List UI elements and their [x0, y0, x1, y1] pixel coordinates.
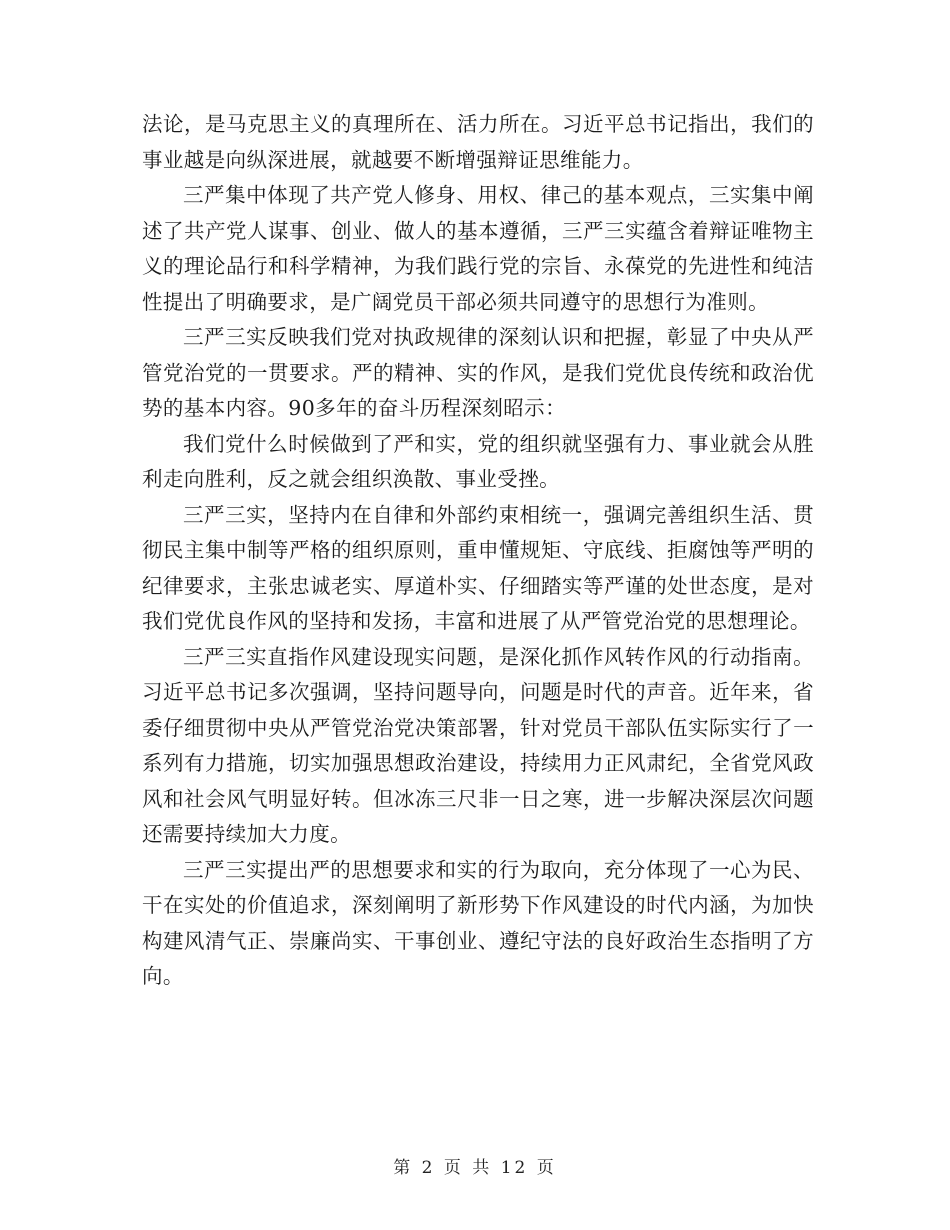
- paragraph: 我们党什么时候做到了严和实，党的组织就坚强有力、事业就会从胜利走向胜利，反之就会组织涣散、事业受挫。: [142, 431, 814, 491]
- paragraph: 三严三实，坚持内在自律和外部约束相统一，强调完善组织生活、贯彻民主集中制等严格的组织原则，重申懂规矩、守底线、拒腐蚀等严明的纪律要求，主张忠诚老实、厚道朴实、仔细踏实等严谨的处世态度，是对我们党优良作风的坚持和发扬，丰富和进展了从严管党治党的思想理论。: [142, 502, 814, 633]
- paragraph: 三严三实反映我们党对执政规律的深刻认识和把握，彰显了中央从严管党治党的一贯要求。严的精神、实的作风，是我们党优良传统和政治优势的基本内容。90多年的奋斗历程深刻昭示：: [142, 325, 814, 420]
- document-body: [142, 107, 814, 995]
- paragraph: 三严集中体现了共产党人修身、用权、律己的基本观点，三实集中阐述了共产党人谋事、创业、做人的基本遵循，三严三实蕴含着辩证唯物主义的理论品行和科学精神，为我们践行党的宗旨、永葆党的先进性和纯洁性提出了明确要求，是广阔党员干部必须共同遵守的思想行为准则。: [142, 183, 814, 314]
- paragraph: 三严三实直指作风建设现实问题，是深化抓作风转作风的行动指南。习近平总书记多次强调，坚持问题导向，问题是时代的声音。近年来，省委仔细贯彻中央从严管党治党决策部署，针对党员干部队伍实际实行了一系列有力措施，切实加强思想政治建设，持续用力正风肃纪，全省党风政风和社会风气明显好转。但冰冻三尺非一日之寒，进一步解决深层次问题还需要持续加大力度。: [142, 644, 814, 846]
- paragraph: 三严三实提出严的思想要求和实的行为取向，充分体现了一心为民、干在实处的价值追求，深刻阐明了新形势下作风建设的时代内涵，为加快构建风清气正、崇廉尚实、干事创业、遵纪守法的良好政治生态指明了方向。: [142, 857, 814, 988]
- page-number-footer: 第 2 页 共 12 页: [393, 1158, 557, 1178]
- paragraph-continuation: 法论，是马克思主义的真理所在、活力所在。习近平总书记指出，我们的事业越是向纵深进展，就越要不断增强辩证思维能力。: [142, 112, 814, 172]
